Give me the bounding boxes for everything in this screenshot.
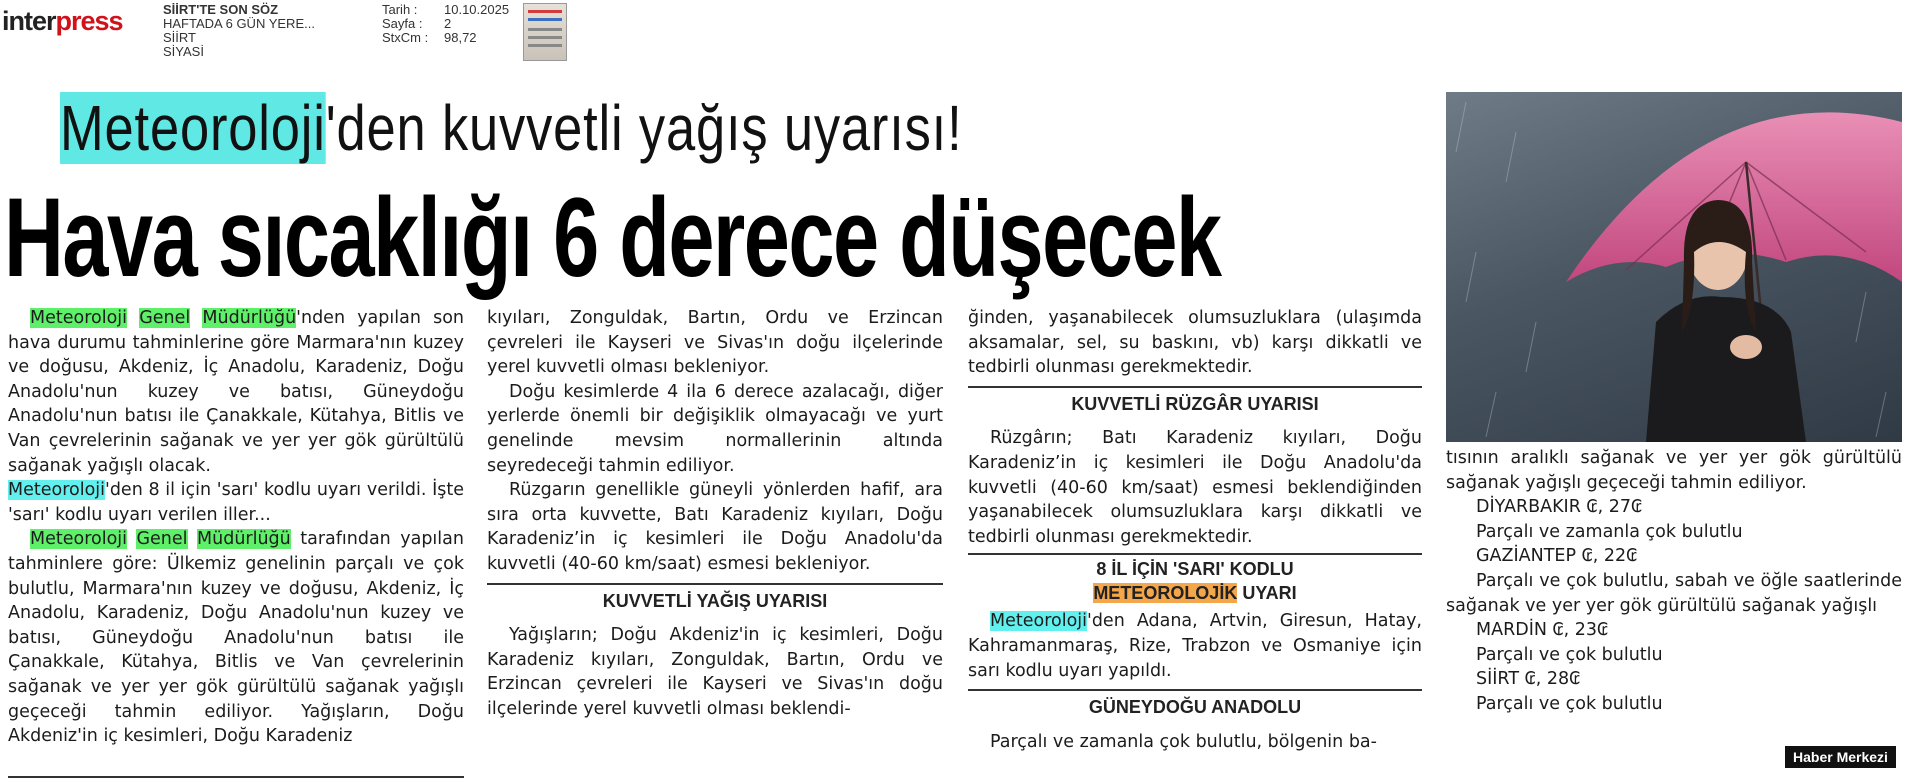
forecast-city: DİYARBAKIR ₢, 27₢	[1476, 497, 1643, 518]
subheading: GÜNEYDOĞU ANADOLU	[968, 689, 1422, 726]
paragraph: Yağışların; Doğu Akdeniz'in iç kesimleri, Doğu Karadeniz kıyıları, Zonguldak, Bartın, Ordu ve Erzincan çevreleri ile Kayseri ve Sivas'ın doğu ilçelerinde yerel kuvvetli olması beklendi-	[487, 625, 943, 719]
paragraph: Rüzgarın genellikle güneyli yönlerden hafif, ara sıra orta kuvvette, Batı Karadeniz kıyıları, Doğu Karadeniz’in iç kesimleri ile Doğu Anadolu'da kuvvetli (40-60 km/saat) esmesi bekleniyor.	[487, 480, 943, 574]
forecast-desc: Parçalı ve çok bulutlu	[1476, 644, 1663, 665]
meta-page: Sayfa : 2	[382, 16, 452, 31]
publication-city: SİİRT	[163, 30, 196, 45]
paragraph: kıyıları, Zonguldak, Bartın, Ordu ve Erzincan çevreleri ile Kayseri ve Sivas'ın doğu ilçelerinde yerel kuvvetli olması bekleniyor.	[487, 308, 943, 378]
meta-date: Tarih : 10.10.2025	[382, 2, 510, 17]
paragraph: Meteoroloji'den Adana, Artvin, Giresun, Hatay, Kahramanmaraş, Rize, Trabzon ve Osmaniye için sarı kodlu uyarı yapıldı.	[968, 611, 1422, 681]
paragraph: Meteoroloji Genel Müdürlüğü tarafından yapılan tahminlere göre: Ülkemiz genelinin parçalı ve çok bulutlu, Marmara'nın kuzey ve doğusu, Akdeniz, İç Anadolu, Karadeniz, Doğu Anadolu'nun kuzey ve batısı, Güneydoğu Anadolu'nun batısı ile Çanakkale, Kütahya, Bitlis ve Van çevrelerinin sağanak ve yer yer gök gürültülü sağanak yağışlı geçeceği tahmin ediliyor. Yağışların, Doğu Akdeniz'in iç kesimleri, Doğu Karadeniz	[8, 529, 464, 747]
woman-with-umbrella-illustration	[1446, 92, 1902, 442]
article-column-3	[968, 306, 1422, 754]
article-column-1	[8, 306, 464, 749]
article-column-4	[1446, 446, 1902, 717]
paragraph: Rüzgârın; Batı Karadeniz kıyıları, Doğu Karadeniz’in iç kesimleri ile Doğu Anadolu'da kuvvetli (40-60 km/saat) esmesi beklendiğinden yaşanabilecek olumsuzluklara karşı dikkatli ve tedbirli olunması gerekmektedir.	[968, 428, 1422, 547]
publication-name: SİİRT'TE SON SÖZ	[163, 2, 279, 17]
forecast-city: GAZİANTEP ₢, 22₢	[1476, 546, 1638, 567]
forecast-city: MARDİN ₢, 23₢	[1476, 620, 1609, 641]
publication-frequency: HAFTADA 6 GÜN YERE...	[163, 16, 315, 31]
article-column-2	[487, 306, 943, 722]
subheading: KUVVETLİ RÜZGÂR UYARISI	[968, 386, 1422, 423]
column-divider	[8, 776, 464, 778]
subheading: 8 İL İÇİN 'SARI' KODLU METEOROLOJİK UYARI	[968, 553, 1422, 605]
forecast-desc: Parçalı ve zamanla çok bulutlu	[1476, 521, 1743, 542]
article-photo	[1446, 92, 1902, 442]
headline-line-2: Hava sıcaklığı 6 derece düşecek	[4, 175, 1221, 300]
paragraph: Doğu kesimlerde 4 ila 6 derece azalacağı, diğer yerlerde önemli bir değişiklik olmayacağı ve yurt genelinde mevsim normallerinin altında seyredeceği tahmin ediliyor.	[487, 381, 943, 476]
headline-line-1: Meteoroloji'den kuvvetli yağış uyarısı!	[60, 92, 963, 164]
paragraph: Meteoroloji Genel Müdürlüğü'nden yapılan son hava durumu tahminlerine göre Marmara'nın kuzey ve doğusu, Akdeniz, İç Anadolu, Karadeniz, Doğu Anadolu'nun kuzey ve batısı, Güneydoğu Anadolu'nun batısı ile Çanakkale, Kütahya, Bitlis ve Van çevrelerinin sağanak ve yer yer gök gürültülü sağanak yağışlı olacak.	[8, 308, 464, 476]
clipping-meta	[382, 3, 509, 45]
paragraph: tısının aralıklı sağanak ve yer yer gök gürültülü sağanak yağışlı geçeceği tahmin ediliyor.	[1446, 448, 1902, 493]
clipping-header	[0, 0, 600, 64]
keyword-highlight: METEOROLOJİK	[1093, 583, 1238, 604]
subheading: KUVVETLİ YAĞIŞ UYARISI	[487, 583, 943, 620]
paragraph: Parçalı ve zamanla çok bulutlu, bölgenin ba-	[990, 731, 1377, 752]
publication-info	[163, 3, 315, 59]
forecast-city: SİİRT ₢, 28₢	[1476, 669, 1581, 690]
paragraph: ğinden, yaşanabilecek olumsuzluklara (ulaşımda aksamalar, sel, su baskını, vb) karşı dikkatli ve tedbirli olunması gerekmektedir.	[968, 308, 1422, 378]
logo-text-accent: press	[55, 6, 123, 36]
page-thumbnail[interactable]	[523, 3, 567, 61]
byline: Haber Merkezi	[1785, 746, 1896, 768]
paragraph: Meteoroloji'den 8 il için 'sarı' kodlu uyarı verildi. İşte 'sarı' kodlu uyarı verilen iller...	[8, 480, 464, 525]
interpress-logo	[2, 6, 123, 37]
meta-size: StxCm : 98,72	[382, 30, 477, 45]
forecast-desc: Parçalı ve çok bulutlu, sabah ve öğle saatlerinde sağanak ve yer yer gök gürültülü sağanak yağışlı	[1446, 570, 1902, 616]
forecast-desc: Parçalı ve çok bulutlu	[1476, 693, 1663, 714]
logo-text: inter	[2, 6, 56, 36]
publication-category: SİYASİ	[163, 44, 204, 59]
keyword-highlight: Meteoroloji	[60, 92, 326, 164]
